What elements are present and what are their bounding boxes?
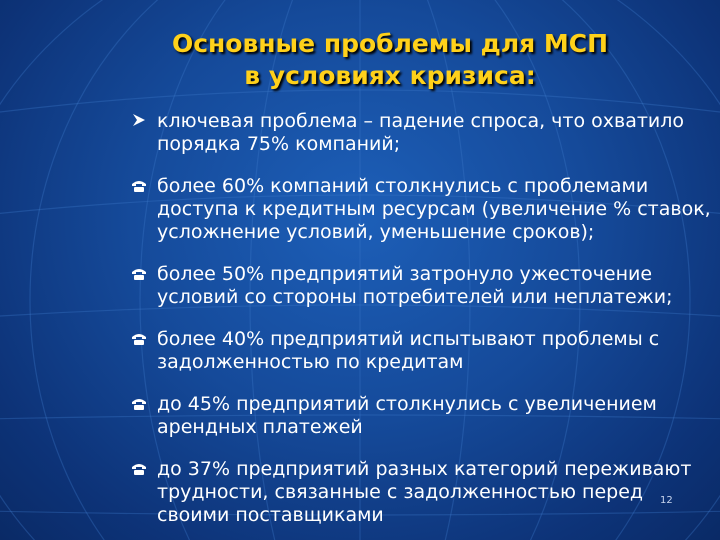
phone-icon	[130, 329, 148, 347]
phone-icon	[130, 176, 148, 194]
list-item	[130, 175, 720, 244]
list-item-text: более 50% предприятий затронуло ужесточение условий со стороны потребителей или неплатежи;	[157, 263, 673, 308]
bullet-list	[130, 110, 720, 540]
list-item	[130, 263, 720, 309]
slide-title	[120, 28, 660, 92]
title-line-1: Основные проблемы для МСП	[171, 29, 609, 58]
phone-icon	[130, 394, 148, 412]
list-item-text: более 40% предприятий испытывают проблемы с задолженностью по кредитам	[157, 328, 660, 373]
list-item	[130, 110, 720, 156]
page-number: 12	[660, 495, 673, 506]
list-item	[130, 458, 720, 527]
list-item-text: ключевая проблема – падение спроса, что охватило порядка 75% компаний;	[157, 110, 685, 155]
phone-icon	[130, 264, 148, 282]
list-item	[130, 328, 720, 374]
arrowhead-icon	[130, 111, 148, 129]
list-item-text: до 45% предприятий столкнулись с увеличением арендных платежей	[157, 393, 657, 438]
list-item-text: более 60% компаний столкнулись с проблемами доступа к кредитным ресурсам (увеличение % ставок, усложнение условий, уменьшение сроков);	[157, 175, 711, 243]
list-item	[130, 393, 720, 439]
list-item-text: до 37% предприятий разных категорий переживают трудности, связанные с задолженностью перед своими поставщиками	[157, 458, 692, 526]
phone-icon	[130, 459, 148, 477]
title-line-2: в условиях кризиса:	[244, 61, 536, 90]
